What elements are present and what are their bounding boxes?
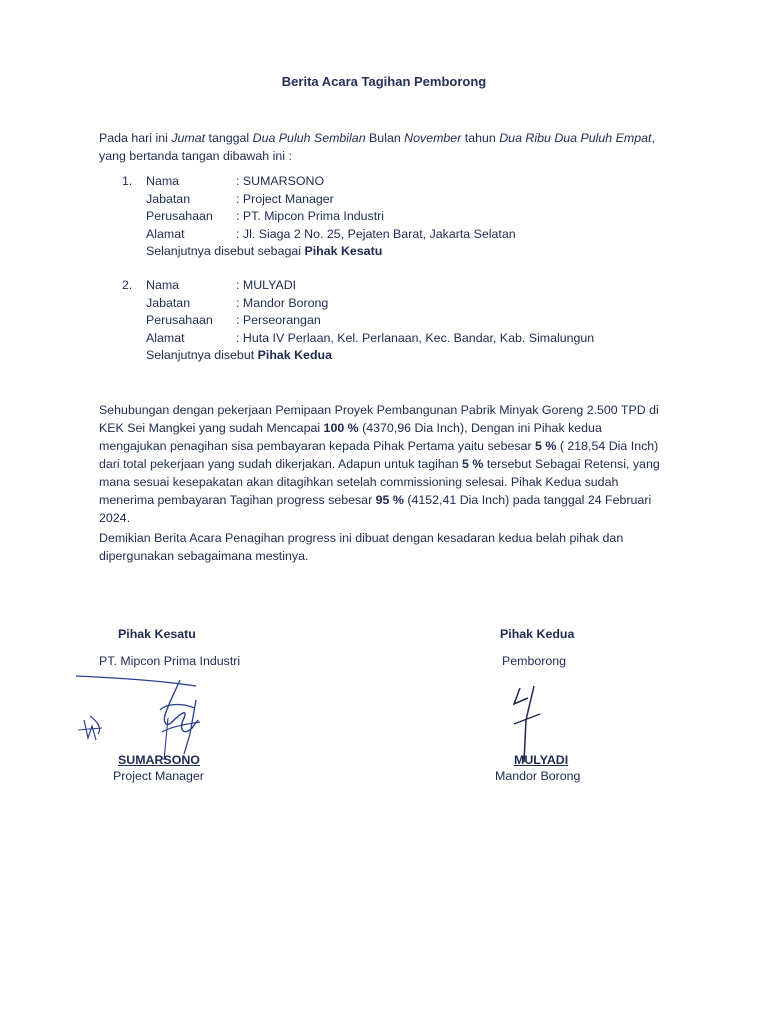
field-label: Nama [146,174,180,188]
text: (4370,96 Dia Inch), Dengan ini Pihak kedua [358,421,602,435]
field-value: : Jl. Siaga 2 No. 25, Pejaten Barat, Jakarta Selatan [236,226,516,241]
party-2-row-perusahaan [146,313,321,331]
closing-text: Selanjutnya disebut sebagai [146,244,305,258]
intro-text: Pada hari ini [99,131,172,145]
field-label: Perusahaan [146,313,213,327]
party-1-row-perusahaan [146,209,384,227]
party-number: 1. [122,174,133,188]
signature-right-name: MULYADI [514,753,569,767]
intro-text: tahun [461,131,500,145]
intro-year: Dua Ribu Dua Puluh Empat [499,131,652,145]
text: KEK Sei Mangkei yang sudah Mencapai [99,421,324,435]
text: menerima pembayaran Tagihan progress sebesar [99,493,376,507]
party-1-closing [146,244,382,258]
paragraph-line: dipergunakan sebagaimana mestinya. [99,549,309,563]
text: ( 218,54 Dia Inch) [556,439,659,453]
field-label: Nama [146,278,180,292]
signature-left-title: Project Manager [113,769,204,783]
intro-date: Dua Puluh Sembilan [252,131,366,145]
signature-right-heading: Pihak Kedua [500,627,575,641]
closing-text: Selanjutnya disebut [146,348,258,362]
signature-left-org: PT. Mipcon Prima Industri [99,654,241,668]
body-paragraph-2 [99,529,679,565]
party-designation: Pihak Kesatu [304,244,383,258]
text: mengajukan penagihan sisa pembayaran kepada Pihak Pertama yaitu sebesar [99,439,536,453]
signature-right-title: Mandor Borong [495,769,581,783]
party-1-row-jabatan [146,192,334,210]
percentage-retention: 5 % [462,457,484,471]
text: tersebut Sebagai Retensi, yang [483,457,660,471]
percentage-remaining: 5 % [535,439,557,453]
party-2-row-alamat [146,331,594,349]
paragraph-line [99,437,679,455]
intro-paragraph [99,130,699,165]
document-title: Berita Acara Tagihan Pemborong [281,74,487,89]
field-value: : Project Manager [236,191,334,206]
field-value: : SUMARSONO [236,174,325,188]
text: dari total pekerjaan yang sudah dikerjakan. Adapun untuk tagihan [99,457,463,471]
intro-text: , [651,131,655,145]
party-2-row-nama [146,278,296,296]
field-label: Perusahaan [146,209,213,223]
intro-text: Bulan [365,131,405,145]
signature-left-heading: Pihak Kesatu [118,627,196,641]
paragraph-line: 2024. [99,511,131,525]
intro-day: Jumat [171,131,206,145]
signature-right-org: Pemborong [502,654,567,668]
percentage-complete: 100 % [323,421,359,435]
party-designation: Pihak Kedua [257,348,332,362]
party-2-row-jabatan [146,296,328,314]
field-label: Alamat [146,330,185,345]
field-value: : Perseorangan [236,313,321,327]
intro-line-1 [99,130,699,148]
paragraph-line [99,455,679,473]
signature-left-name: SUMARSONO [118,753,200,767]
field-value: : Mandor Borong [236,295,329,310]
percentage-paid: 95 % [375,493,404,507]
field-value: : MULYADI [236,278,297,292]
party-1-row-alamat [146,227,516,245]
field-label: Jabatan [146,191,191,206]
intro-text: tanggal [205,131,253,145]
text: (4152,41 Dia Inch) pada tanggal 24 Februari [403,493,652,507]
paragraph-line: Demikian Berita Acara Penagihan progress ini dibuat dengan kesadaran kedua belah pihak dan [99,531,624,545]
paragraph-line: Sehubungan dengan pekerjaan Pemipaan Proyek Pembangunan Pabrik Minyak Goreng 2.500 TPD di [99,403,659,417]
body-paragraph-1 [99,401,679,527]
field-label: Alamat [146,226,185,241]
field-value: : Huta IV Perlaan, Kel. Perlanaan, Kec. Bandar, Kab. Simalungun [236,330,595,345]
party-1-row-nama [146,174,324,192]
party-number: 2. [122,278,133,292]
paragraph-line [99,419,679,437]
paragraph-line: mana sesuai kesepakatan akan ditagihkan setelah commissioning selesai. Pihak Kedua sudah [99,475,619,489]
intro-line-2: yang bertanda tangan dibawah ini : [99,148,292,163]
paragraph-line [99,491,679,509]
field-label: Jabatan [146,295,191,310]
party-2-closing [146,348,332,362]
field-value: : PT. Mipcon Prima Industri [236,209,385,223]
intro-month: November [404,131,462,145]
